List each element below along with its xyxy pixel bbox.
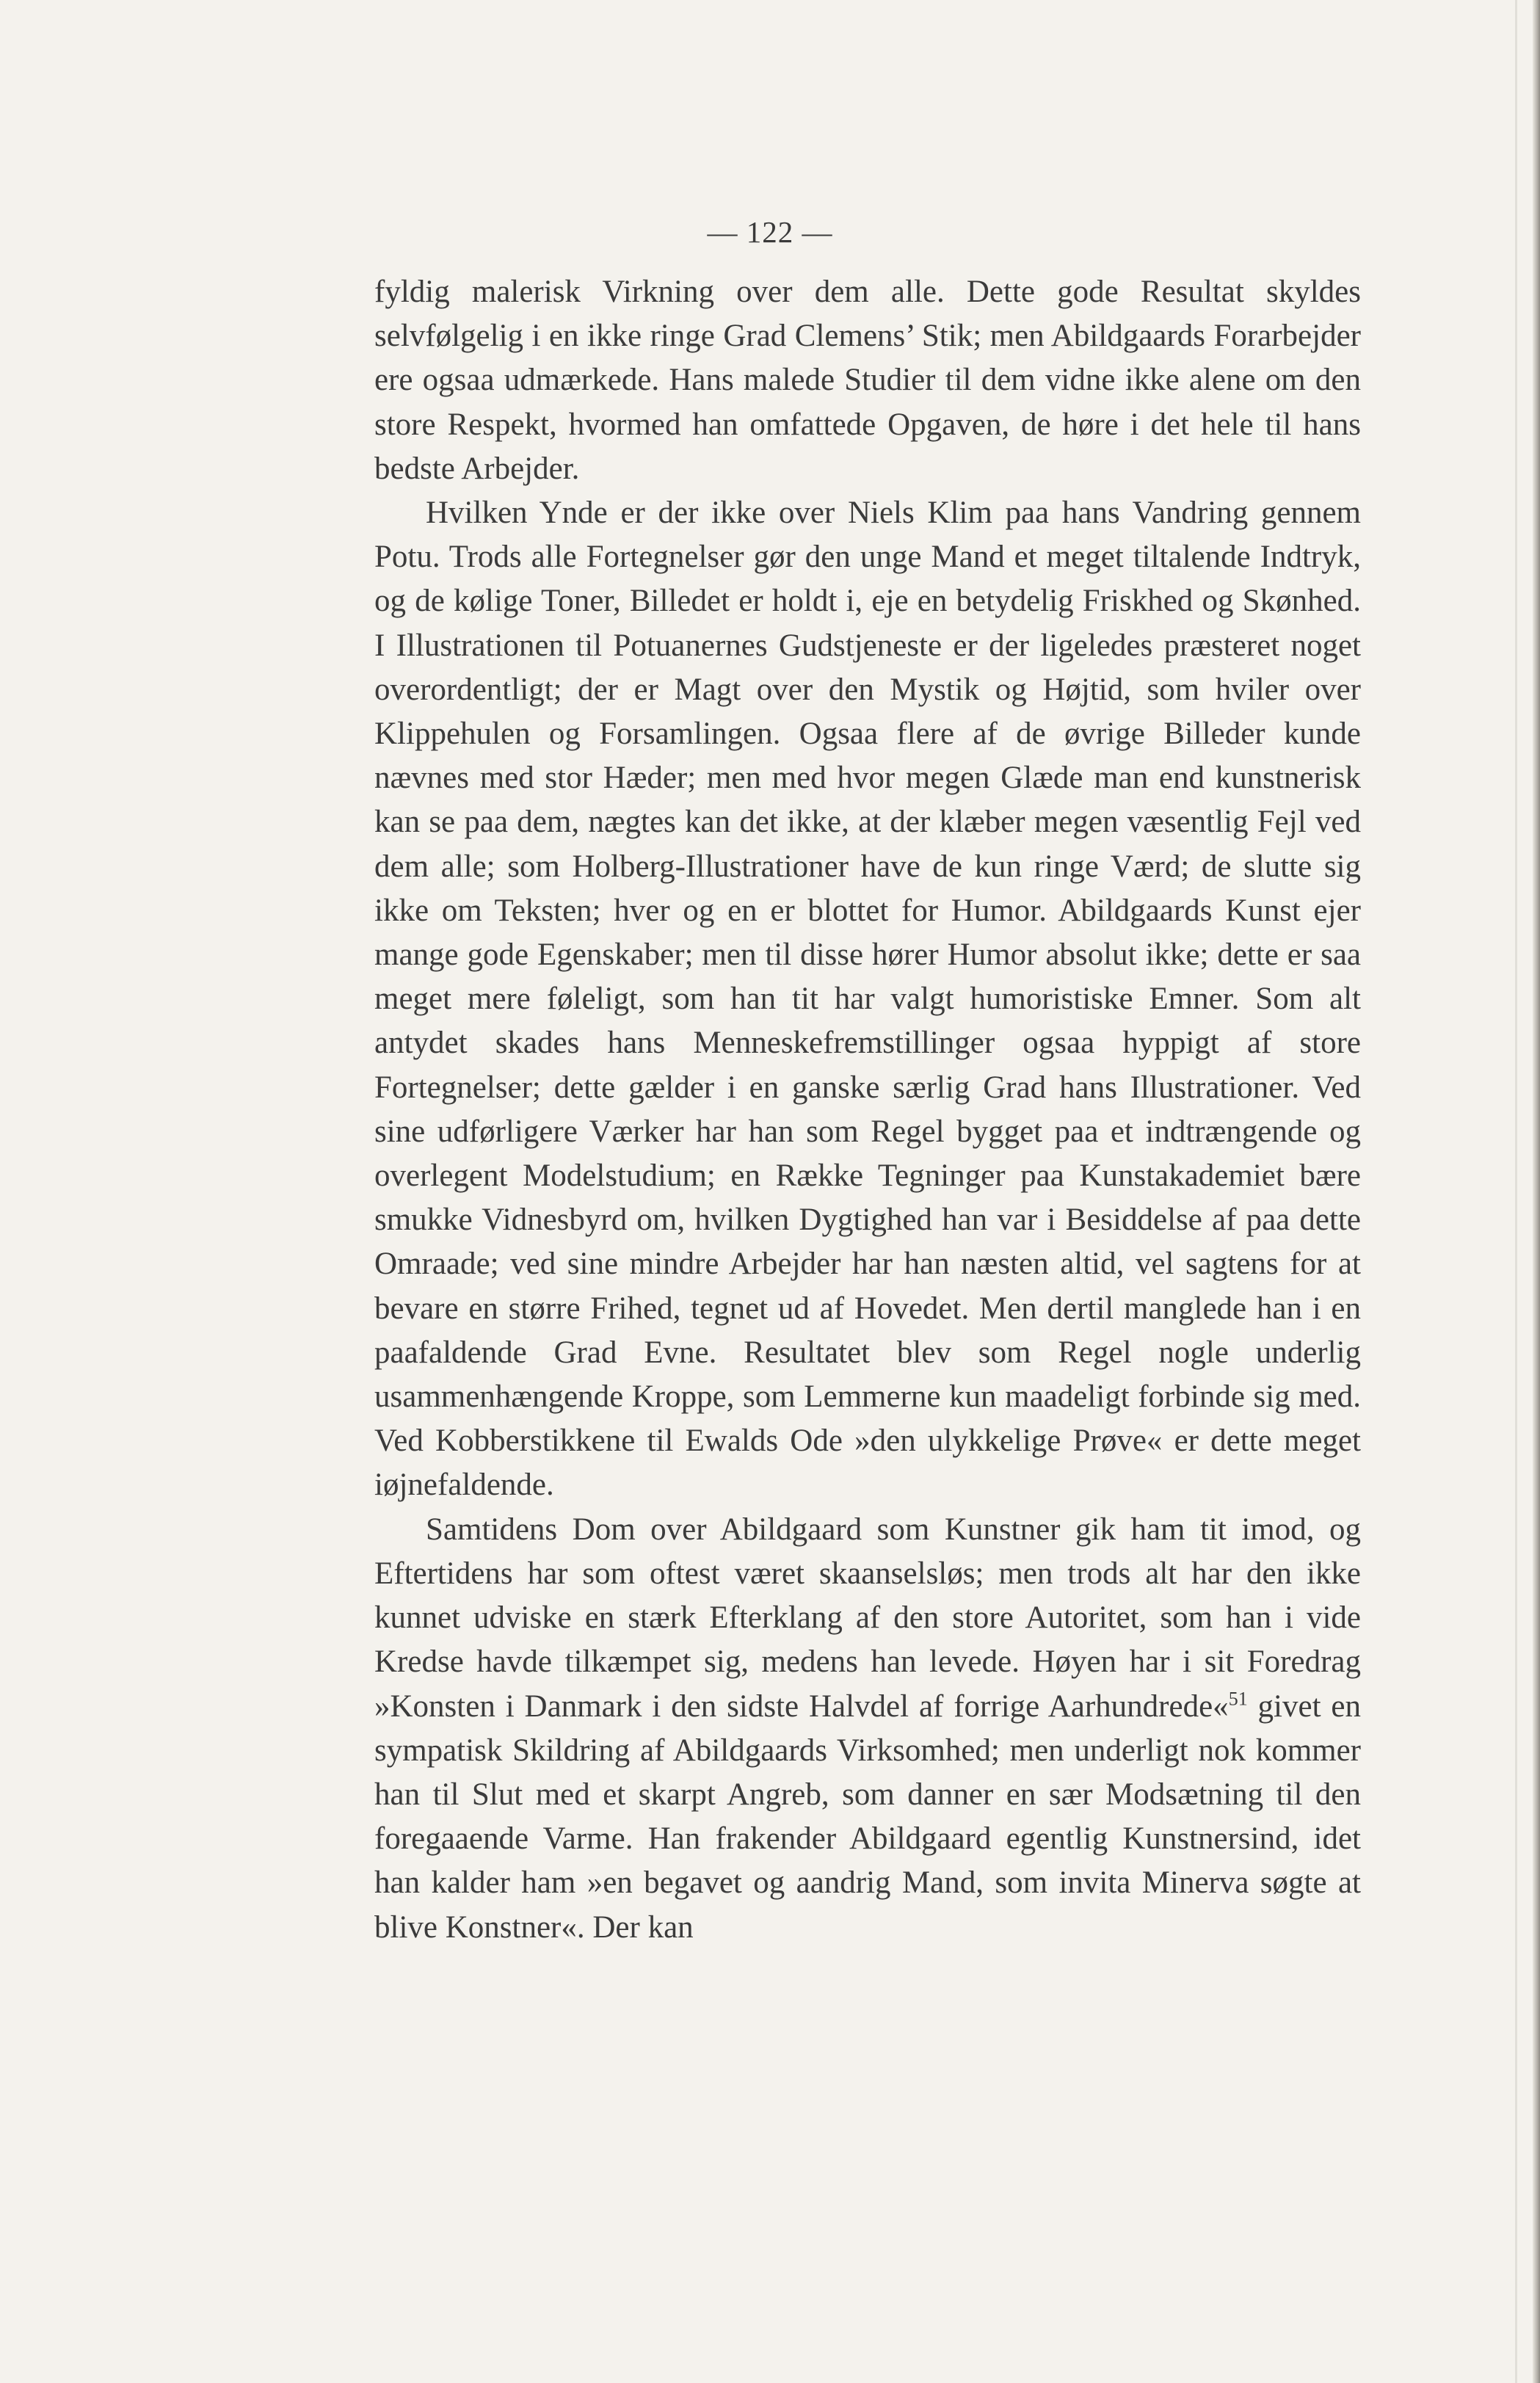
paragraph-1 — [374, 270, 1361, 491]
paragraph-2 — [374, 491, 1361, 1508]
paragraph-3 — [374, 1508, 1361, 1950]
paragraph-1-text: fyldig malerisk Virkning over dem alle. Dette gode Resultat skyldes selvfølgelig i en ikke ringe Grad Clemens’ Stik; men Abildgaards Forarbejder ere ogsaa udmærkede. Hans malede Studier til dem vidne ikke alene om den store Respekt, hvormed han omfattede Opgaven, de høre i det hele til hans bedste Arbejder. — [374, 275, 1361, 486]
paragraph-2-text: Hvilken Ynde er der ikke over Niels Klim paa hans Vandring gennem Potu. Trods alle Fortegnelser gør den unge Mand et meget tiltalende Indtryk, og de kølige Toner, Billedet er holdt i, eje en betydelig Friskhed og Skønhed. I Illustrationen til Potuanernes Gudstjeneste er der ligeledes præsteret noget overordentligt; der er Magt over den Mystik og Højtid, som hviler over Klippehulen og Forsamlingen. Ogsaa flere af de øvrige Billeder kunde nævnes med stor Hæder; men med hvor megen Glæde man end kunstnerisk kan se paa dem, nægtes kan det ikke, at der klæber megen væsentlig Fejl ved dem alle; som Holberg-Illustrationer have de kun ringe Værd; de slutte sig ikke om Teksten; hver og en er blottet for Humor. Abildgaards Kunst ejer mange gode Egenskaber; men til disse hører Humor absolut ikke; dette er saa meget mere føleligt, som han tit har valgt humoristiske Emner. Som alt antydet skades hans Menneskefremstillinger ogsaa hyppigt af store Fortegnelser; dette gælder i en ganske særlig Grad hans Illustrationer. Ved sine udførligere Værker har han som Regel bygget paa et indtrængende og overlegent Modelstudium; en Række Tegninger paa Kunstakademiet bære smukke Vidnesbyrd om, hvilken Dygtighed han var i Besiddelse af paa dette Omraade; ved sine mindre Arbejder har han næsten altid, vel sagtens for at bevare en større Frihed, tegnet ud af Hovedet. Men dertil manglede han i en paafaldende Grad Evne. Resultatet blev som Regel nogle underlig usammenhængende Kroppe, som Lemmerne kun maadeligt forbinde sig med. Ved Kobberstikkene til Ewalds Ode »den ulykkelige Prøve« er dette meget iøjnefaldende. — [374, 496, 1361, 1503]
paragraph-3-text-continued: givet en sympatisk Skildring af Abildgaards Virksomhed; men underligt nok kommer han til Slut med et skarpt Angreb, som danner en sær Modsætning til den foregaaende Varme. Han frakender Abildgaard egentlig Kunstnersind, idet han kalder ham »en begavet og aandrig Mand, som invita Minerva søgte at blive Konstner«. Der kan — [374, 1689, 1361, 1945]
footnote-reference: 51 — [1228, 1688, 1248, 1710]
page-edge-shadow — [1515, 0, 1517, 2383]
body-text — [374, 270, 1361, 1950]
paragraph-3-text: Samtidens Dom over Abildgaard som Kunstner gik ham tit imod, og Eftertidens har som oftest været skaanselsløs; men trods alt har den ikke kunnet udviske en stærk Efterklang af den store Autoritet, som han i vide Kredse havde tilkæmpet sig, medens han levede. Høyen har i sit Foredrag »Konsten i Danmark i den sidste Halvdel af forrige Aarhundrede« — [374, 1512, 1361, 1724]
page-binding-edge — [1533, 0, 1540, 2383]
page-number: — 122 — — [707, 215, 833, 249]
